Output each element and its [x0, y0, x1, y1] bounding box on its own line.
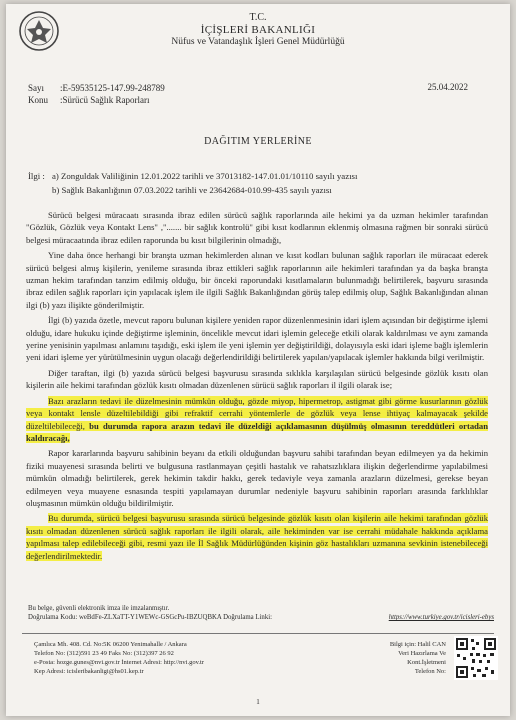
ilgi-label: İlgi : [28, 171, 45, 181]
highlight-conclusion: Bu durumda, sürücü belgesi başvurusu sırasında sürücü belgesinde gözlük kısıtı olan kişilerin aile hekimi tarafından gözlük kısıtı olmadan düzenlenen sürücü sağlık raporları ile ilgili olarak, aile hekiminden var ise cerrahi müdahale hakkında açıklama yapılması talep edilebileceği gibi, resmi yazı ile İl Sağlık Müdürlüğünden kişinin göz hastalıkları uzmanına sevkinin istenebileceği değerlendirilmektedir. [26, 513, 488, 561]
konu-value: :Sürücü Sağlık Raporları [60, 95, 150, 105]
letter-body [26, 209, 488, 565]
fax-value: (312)397 26 92 [133, 650, 174, 657]
verification-code: Doğrulama Kodu: weBdFe-ZLXaTT-Y1WEWc-GSGcPu-IBZUQBKA Doğrulama Linki: [28, 614, 273, 621]
phone-label: Telefon No: [34, 650, 66, 657]
paragraph-6: Rapor kararlarında başvuru sahibinin beyanı da etkili olduğundan başvuru sahibi tarafından beyan edilmeyen ya da hekimin fiziki muayenesi sırasında belirti ve bulgusuna rastlanmayan çeşitli hastalık ve rahatsızlıklara ilişkin değerlendirme yapılabilmesi mümkün olmadığı belirtilerek, gerek hekimin takdir hakkı, gerek tedaviyle veya zamanla arazların düzelmesi, gerekse beyan edilmeyen veya muayene esnasında tespiti yapılamayan durumlar nedeniyle başvuru sahibinin raporları arasında farklılıklar oluşmasının mümkün olduğu bildirilmiştir. [26, 448, 488, 508]
kep-value: icisleribakanligi@hs01.kep.tr [66, 668, 144, 675]
fax-label: Faks No: [108, 650, 133, 657]
email-value[interactable]: hozge.gunes@nvi.gov.tr [56, 659, 120, 666]
ilgi-b: b) Sağlık Bakanlığının 07.03.2022 tarihli ve 23642684-010.99-435 sayılı yazısı [52, 185, 332, 195]
ministry-name: İÇİŞLERİ BAKANLIĞI [200, 24, 316, 36]
signature-notice [28, 604, 498, 622]
info-phone: Telefon No: [414, 668, 446, 675]
paragraph-1: Sürücü belgesi müracaatı sırasında ibraz edilen sürücü sağlık raporlarında aile hekimi ya da uzman hekimler tarafından "Gözlük, Gözlük veya Kontakt Lens" ,"....... bir sağlık kontrolü" gibi kısıt kodlarının eklenmiş olmasına rağmen bir sonraki sürücü belgesi müracaatında ibraz edilen raporunda bu kısıt bilgilerinin olmadığı, [26, 210, 488, 245]
sayi-label: Sayı [28, 83, 45, 93]
phone-value: (312)591 23 49 [66, 650, 107, 657]
directorate-name: Nüfus ve Vatandaşlık İşleri Genel Müdürlüğü [171, 37, 345, 47]
qr-code-icon [454, 636, 498, 680]
highlight-text: Bazı arazların tedavi ile düzelmesinin mümkün olduğu, gözde miyop, hipermetrop, astigmat gibi görme kusurlarının gözlük veya kontakt lensle düzeltilebildiği gibi refraktif cerrahi yöntemlerle de gözlük veya lense ihtiyaç kalmayacak şekilde düzeltilebileceği, [26, 395, 488, 431]
paragraph-2: Yine daha önce herhangi bir branşta uzman hekimlerden alınan ve kısıt kodları bulunan sağlık raporları ile müracaat ederek sürücü belgesi almış kişilerin, yenileme sırasında ibraz ettikleri sağlık raporlarının aile hekimleri tarafından ya da başka branşta uzman hekim tarafından tanzim edilmiş olduğu, bir önceki raporundaki kısıtlamaların bulunmadığı belirtilerek, başvuru sırasında ibraz edilen sağlık raporları için yapılacak işlem ile ilgili Sağlık Bakanlığından görüş talep edilmiş olup, Sağlık Bakanlığından alınan ilgi (b) yazı ilişikte gönderilmiştir. [26, 250, 488, 310]
paragraph-5-highlighted [26, 395, 488, 445]
info-label: Bilgi için: [389, 641, 417, 648]
paragraph-3: İlgi (b) yazıda özetle, mevcut raporu bulunan kişilere yeniden rapor düzenlenmesinin idari işlem açısından bir değiştirme işlemi olduğu, idare hukuku içinde değiştirme işleminin, öncelikle mevcut idari işlemin geleceğe etkili olarak kaldırılması ve aynı zamanda yerine yenisinin yapılması anlamını taşıdığı, eski işlem ile yeni işlemin yer değiştirildiği, dolayısıyla eski idari işleme bağlı işlemlerin yeni idari işleme yer yürütülmesinin uygun olacağı değerlendirildiği belirtilerek yapılan/yapılacak işlemler hakkında bilgi verilmiştir. [26, 315, 488, 363]
konu-label: Konu [28, 95, 48, 105]
paragraph-4: Diğer taraftan, ilgi (b) yazıda sürücü belgesi başvurusu sırasında sıklıkla karşılaşılan sürücü belgesinde gözlük kısıtı olan kişilerin aile hekimi tarafından gözlük kısıtı olmadan düzenlenen sürücü sağlık raporları il ilgili olarak ise; [26, 367, 488, 391]
reference-block [28, 169, 357, 197]
distribution-heading: DAĞITIM YERLERİNE [204, 136, 312, 147]
paragraph-7-highlighted [26, 512, 488, 562]
verification-link[interactable]: https://www.turkiye.gov.tr/icisleri-ebys [388, 614, 494, 621]
letterhead [6, 12, 510, 48]
info-name: Halil CAN [417, 641, 446, 648]
document-meta [28, 82, 165, 106]
web-value[interactable]: http://nvi.gov.tr [163, 659, 204, 666]
ilgi-a: a) Zonguldak Valiliğinin 12.01.2022 tarihli ve 37013182-147.01.01/10110 sayılı yazısı [52, 171, 358, 181]
address-line: Çamlıca Mh. 408. Cd. No:5K 06200 Yenimahalle / Ankara [34, 641, 187, 648]
country-label: T.C. [249, 12, 267, 23]
document-date: 25.04.2022 [427, 82, 468, 92]
email-label: e-Posta: [34, 659, 55, 666]
contact-person [358, 640, 446, 676]
document-page [6, 4, 510, 716]
kep-label: Kep Adresi: [34, 668, 66, 675]
sayi-value: :E-59535125-147.99-248789 [60, 83, 165, 93]
web-label: İnternet Adresi: [121, 659, 162, 666]
address-block [34, 640, 204, 676]
highlight-bold-text: bu durumda rapora arazın tedavi ile düzeldiği açıklamasının düşülmüş olmasının tereddütleri ortadan kaldıracağı, [26, 420, 488, 443]
info-department: Veri Hazırlama Ve Kont.İşletmeni [398, 650, 446, 666]
page-number: 1 [256, 698, 260, 706]
e-signature-notice: Bu belge, güvenli elektronik imza ile imzalanmıştır. [28, 605, 170, 612]
footer-divider [22, 633, 494, 634]
